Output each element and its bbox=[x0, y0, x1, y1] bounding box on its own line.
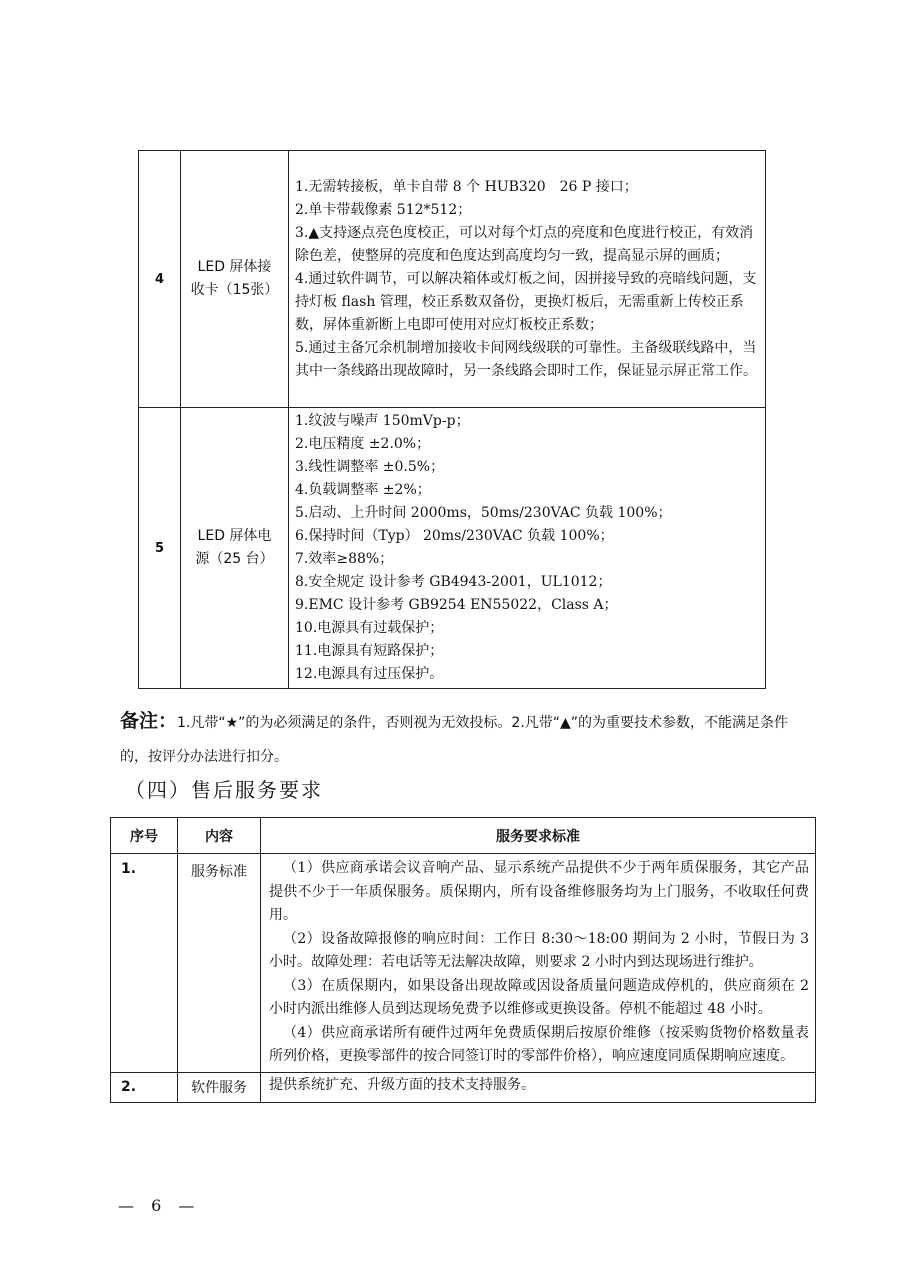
spec-line: 8.安全规定 设计参考 GB4943-2001，UL1012； bbox=[295, 574, 612, 590]
spec-line: 1.无需转接板，单卡自带 8 个 HUB320 26 P 接口； bbox=[295, 178, 638, 195]
row-number: 4 bbox=[139, 151, 181, 408]
section-heading: （四）售后服务要求 bbox=[125, 778, 323, 802]
row-number: 1. bbox=[111, 854, 178, 1073]
table-row bbox=[139, 151, 766, 408]
spec-table bbox=[138, 150, 766, 689]
remark-label: 备注： bbox=[120, 710, 178, 732]
table-header-row bbox=[111, 818, 816, 854]
content-paragraph: （2）设备故障报修的响应时间：工作日 8:30～18:00 期间为 2 小时，节假日为 3 小时。故障处理：若电话等无法解决故障，则要求 2 小时内到达现场进行维护。 bbox=[269, 930, 809, 970]
row-content bbox=[261, 1072, 816, 1102]
column-header-content: 内容 bbox=[178, 818, 261, 854]
spec-line: 9.EMC 设计参考 GB9254 EN55022，Class A； bbox=[295, 597, 618, 613]
spec-line: 7.效率≥88%； bbox=[295, 551, 394, 567]
spec-line: 6.保持时间（Typ） 20ms/230VAC 负载 100%； bbox=[295, 528, 614, 544]
spec-line: 3.线性调整率 ±0.5%； bbox=[295, 459, 445, 475]
item-name-line: LED 屏体电 bbox=[197, 528, 272, 544]
spec-line: 12.电源具有过压保护。 bbox=[295, 666, 444, 682]
remark bbox=[120, 704, 810, 774]
service-table bbox=[110, 817, 816, 1103]
table-row bbox=[111, 1072, 816, 1102]
spec-line: 10.电源具有过载保护； bbox=[295, 620, 444, 636]
item-name-line: 收卡（15张） bbox=[190, 282, 279, 298]
content-paragraph: （4）供应商承诺所有硬件过两年免费质保期后按原价维修（按采购货物价格数量表所列价格，更换零部件的按合同签订时的零部件价格），响应速度同质保期响应速度。 bbox=[269, 1024, 809, 1064]
item-spec-list bbox=[289, 151, 766, 408]
spec-line: 11.电源具有短路保护； bbox=[295, 643, 444, 659]
spec-line: 4.负载调整率 ±2%； bbox=[295, 482, 431, 498]
row-name: 软件服务 bbox=[178, 1072, 261, 1102]
content-paragraph: （1）供应商承诺会议音响产品、显示系统产品提供不少于两年质保服务，其它产品提供不少于一年质保服务。质保期内，所有设备维修服务均为上门服务，不收取任何费用。 bbox=[269, 860, 809, 923]
row-number: 2. bbox=[111, 1072, 178, 1102]
item-name-line: 源（25 台） bbox=[195, 551, 274, 567]
table-row bbox=[111, 854, 816, 1073]
spec-line: 3.▲支持逐点亮色度校正，可以对每个灯点的亮度和色度进行校正，有效消除色差，使整屏的亮度和色度达到高度均匀一致，提高显示屏的画质； bbox=[295, 224, 754, 264]
spec-line: 4.通过软件调节，可以解决箱体或灯板之间，因拼接导致的亮暗线问题，支持灯板 flash 管理，校正系数双备份，更换灯板后，无需重新上传校正系数，屏体重新断上电即可使用对应灯板校正系数； bbox=[295, 270, 757, 333]
column-header-standard: 服务要求标准 bbox=[261, 818, 816, 854]
spec-line: 2.电压精度 ±2.0%； bbox=[295, 436, 431, 452]
content-paragraph: （3）在质保期内，如果设备出现故障或因设备质量问题造成停机的，供应商须在 2 小时内派出维修人员到达现场免费予以维修或更换设备。停机不能超过 48 小时。 bbox=[269, 977, 809, 1017]
page-number: — 6 — bbox=[118, 1196, 201, 1215]
remark-text: 1.凡带“★”的为必须满足的条件，否则视为无效投标。2.凡带“▲”的为重要技术参数，不能满足条件的，按评分办法进行扣分。 bbox=[120, 715, 789, 765]
item-name bbox=[181, 151, 289, 408]
spec-line: 1.纹波与噪声 150mVp-p； bbox=[295, 413, 470, 429]
item-name bbox=[181, 408, 289, 689]
row-number: 5 bbox=[139, 408, 181, 689]
spec-line: 5.通过主备冗余机制增加接收卡间网线级联的可靠性。主备级联线路中，当其中一条线路出现故障时，另一条线路会即时工作，保证显示屏正常工作。 bbox=[295, 339, 757, 379]
item-spec-list bbox=[289, 408, 766, 689]
table-row bbox=[139, 408, 766, 689]
column-header-number: 序号 bbox=[111, 818, 178, 854]
content-paragraph: 提供系统扩充、升级方面的技术支持服务。 bbox=[269, 1076, 535, 1093]
item-name-line: LED 屏体接 bbox=[197, 259, 272, 275]
spec-line: 5.启动、上升时间 2000ms，50ms/230VAC 负载 100%； bbox=[295, 505, 672, 521]
row-name: 服务标准 bbox=[178, 854, 261, 1073]
spec-line: 2.单卡带载像素 512*512； bbox=[295, 201, 472, 218]
row-content bbox=[261, 854, 816, 1073]
